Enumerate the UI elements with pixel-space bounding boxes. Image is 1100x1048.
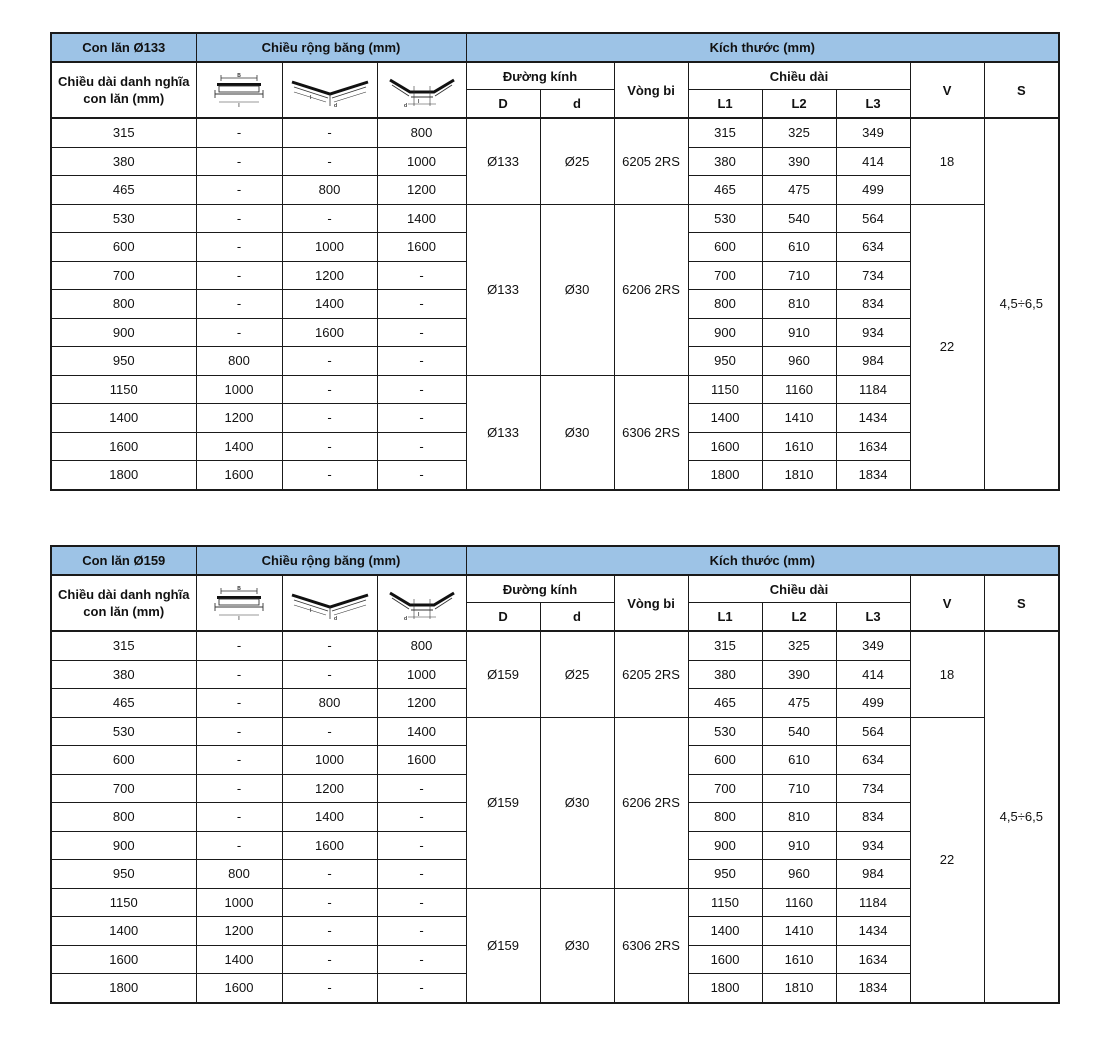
v-width-cell: - [282, 660, 377, 689]
nominal-length-cell: 465 [51, 176, 196, 205]
v-width-cell: - [282, 974, 377, 1003]
svg-text:l: l [417, 612, 419, 618]
trough-width-cell: 1200 [377, 176, 466, 205]
length-L3-cell: 1634 [836, 945, 910, 974]
flat-width-cell: 1400 [196, 432, 282, 461]
v-width-cell: - [282, 917, 377, 946]
length-L1-cell: 700 [688, 774, 762, 803]
trough-width-cell: - [377, 945, 466, 974]
dimensions-header: Kích thước (mm) [466, 33, 1059, 62]
col-D-header: D [466, 90, 540, 119]
flat-width-cell: - [196, 660, 282, 689]
length-L2-cell: 390 [762, 660, 836, 689]
v-width-cell: 800 [282, 689, 377, 718]
col-d-header: d [540, 90, 614, 119]
v-width-cell: - [282, 204, 377, 233]
length-L1-cell: 1400 [688, 917, 762, 946]
trough-width-cell: - [377, 917, 466, 946]
length-L1-cell: 465 [688, 176, 762, 205]
v-width-cell: - [282, 888, 377, 917]
length-L3-cell: 934 [836, 831, 910, 860]
svg-text:l: l [238, 616, 240, 621]
length-L3-cell: 414 [836, 147, 910, 176]
outer-diameter-cell: Ø159 [466, 717, 540, 888]
length-L3-cell: 734 [836, 774, 910, 803]
length-L1-cell: 700 [688, 261, 762, 290]
nominal-length-cell: 1150 [51, 375, 196, 404]
nominal-length-label-1: Chiều dài danh nghĩa [58, 74, 190, 89]
svg-text:l: l [309, 608, 311, 614]
nominal-length-cell: 380 [51, 147, 196, 176]
v-width-cell: - [282, 404, 377, 433]
flat-width-cell: 1600 [196, 974, 282, 1003]
trough-width-cell: - [377, 831, 466, 860]
trough-width-cell: - [377, 860, 466, 889]
v-width-cell: 1600 [282, 318, 377, 347]
nominal-length-header [51, 575, 196, 631]
flat-width-cell: - [196, 176, 282, 205]
table-body [51, 118, 1059, 490]
table-title: Con lăn Ø159 [51, 546, 196, 575]
flat-width-cell: - [196, 831, 282, 860]
trough-width-cell: - [377, 318, 466, 347]
flat-width-cell: 1600 [196, 461, 282, 490]
length-header: Chiều dài [688, 575, 910, 603]
flat-width-cell: 800 [196, 347, 282, 376]
length-L1-cell: 1600 [688, 945, 762, 974]
svg-text:d: d [403, 103, 407, 108]
dimensions-header: Kích thước (mm) [466, 546, 1059, 575]
length-L3-cell: 1184 [836, 375, 910, 404]
flat-width-cell: - [196, 689, 282, 718]
col-L1-header: L1 [688, 90, 762, 119]
length-L1-cell: 315 [688, 631, 762, 660]
col-d-header: d [540, 603, 614, 632]
length-L3-cell: 349 [836, 631, 910, 660]
outer-diameter-cell: Ø159 [466, 888, 540, 1003]
trough-idler-header [377, 575, 466, 631]
length-L3-cell: 1434 [836, 917, 910, 946]
s-value-cell: 4,5÷6,5 [984, 631, 1059, 1003]
trough-width-cell: - [377, 375, 466, 404]
v-value-cell: 22 [910, 204, 984, 490]
length-L2-cell: 540 [762, 717, 836, 746]
flat-idler-header [196, 575, 282, 631]
length-L3-cell: 984 [836, 347, 910, 376]
roller-spec-table-159 [50, 545, 1060, 1004]
length-L1-cell: 530 [688, 204, 762, 233]
v-value-cell: 18 [910, 118, 984, 204]
flat-width-cell: - [196, 147, 282, 176]
length-L2-cell: 910 [762, 831, 836, 860]
flat-width-cell: - [196, 290, 282, 319]
nominal-length-header [51, 62, 196, 118]
nominal-length-cell: 800 [51, 803, 196, 832]
length-L3-cell: 414 [836, 660, 910, 689]
table-row [51, 888, 1059, 917]
outer-diameter-cell: Ø133 [466, 118, 540, 204]
length-L2-cell: 1610 [762, 432, 836, 461]
length-L3-cell: 934 [836, 318, 910, 347]
v-width-cell: 800 [282, 176, 377, 205]
nominal-length-cell: 1400 [51, 404, 196, 433]
length-L2-cell: 960 [762, 860, 836, 889]
length-L3-cell: 1834 [836, 461, 910, 490]
length-L1-cell: 380 [688, 660, 762, 689]
length-L2-cell: 475 [762, 176, 836, 205]
nominal-length-cell: 315 [51, 631, 196, 660]
bearing-header: Vòng bi [614, 62, 688, 118]
outer-diameter-cell: Ø159 [466, 631, 540, 717]
svg-text:B: B [237, 586, 241, 592]
trough-width-cell: - [377, 974, 466, 1003]
table-row [51, 118, 1059, 147]
three-roll-trough-idler-icon [384, 585, 460, 621]
v-width-cell: - [282, 118, 377, 147]
trough-width-cell: 1000 [377, 147, 466, 176]
length-L1-cell: 1150 [688, 888, 762, 917]
v-width-cell: - [282, 717, 377, 746]
flat-width-cell: 1200 [196, 404, 282, 433]
nominal-length-cell: 465 [51, 689, 196, 718]
shaft-diameter-cell: Ø30 [540, 888, 614, 1003]
col-L1-header: L1 [688, 603, 762, 632]
length-L2-cell: 710 [762, 774, 836, 803]
trough-width-cell: - [377, 803, 466, 832]
nominal-length-label-2: con lăn (mm) [83, 604, 165, 619]
length-L1-cell: 465 [688, 689, 762, 718]
flat-width-cell: - [196, 233, 282, 262]
length-L3-cell: 349 [836, 118, 910, 147]
v-width-cell: - [282, 945, 377, 974]
nominal-length-cell: 900 [51, 831, 196, 860]
length-L3-cell: 634 [836, 746, 910, 775]
col-L3-header: L3 [836, 603, 910, 632]
v-width-cell: 1000 [282, 233, 377, 262]
bearing-cell: 6306 2RS [614, 888, 688, 1003]
trough-width-cell: 1600 [377, 746, 466, 775]
length-L1-cell: 315 [688, 118, 762, 147]
nominal-length-cell: 600 [51, 746, 196, 775]
trough-width-cell: 1000 [377, 660, 466, 689]
length-L3-cell: 564 [836, 204, 910, 233]
length-L1-cell: 600 [688, 233, 762, 262]
svg-text:d: d [333, 616, 337, 621]
length-L2-cell: 1610 [762, 945, 836, 974]
flat-width-cell: - [196, 746, 282, 775]
flat-idler-icon [209, 72, 269, 108]
v-width-cell: - [282, 375, 377, 404]
nominal-length-label-2: con lăn (mm) [83, 91, 165, 106]
v-width-cell: 1400 [282, 290, 377, 319]
table-row [51, 375, 1059, 404]
two-roll-v-idler-icon [288, 585, 372, 621]
table-row [51, 204, 1059, 233]
length-L1-cell: 800 [688, 803, 762, 832]
length-L3-cell: 499 [836, 689, 910, 718]
s-header: S [984, 575, 1059, 631]
nominal-length-cell: 1600 [51, 945, 196, 974]
svg-text:l: l [417, 99, 419, 105]
bearing-header: Vòng bi [614, 575, 688, 631]
length-L1-cell: 950 [688, 347, 762, 376]
nominal-length-cell: 380 [51, 660, 196, 689]
v-width-cell: 1000 [282, 746, 377, 775]
nominal-length-cell: 1800 [51, 974, 196, 1003]
nominal-length-cell: 600 [51, 233, 196, 262]
nominal-length-cell: 800 [51, 290, 196, 319]
v-width-cell: - [282, 860, 377, 889]
v-width-cell: - [282, 147, 377, 176]
length-L2-cell: 1810 [762, 461, 836, 490]
v-header: V [910, 62, 984, 118]
v-width-cell: - [282, 432, 377, 461]
length-L2-cell: 540 [762, 204, 836, 233]
length-L2-cell: 390 [762, 147, 836, 176]
belt-width-header: Chiều rộng băng (mm) [196, 546, 466, 575]
nominal-length-cell: 1400 [51, 917, 196, 946]
trough-width-cell: 1400 [377, 204, 466, 233]
nominal-length-cell: 950 [51, 347, 196, 376]
length-L1-cell: 600 [688, 746, 762, 775]
diameter-header: Đường kính [466, 575, 614, 603]
shaft-diameter-cell: Ø25 [540, 118, 614, 204]
v-width-cell: - [282, 347, 377, 376]
flat-width-cell: - [196, 803, 282, 832]
length-L1-cell: 1400 [688, 404, 762, 433]
length-L3-cell: 634 [836, 233, 910, 262]
length-L1-cell: 1600 [688, 432, 762, 461]
col-L2-header: L2 [762, 90, 836, 119]
trough-width-cell: - [377, 404, 466, 433]
trough-width-cell: - [377, 774, 466, 803]
nominal-length-cell: 530 [51, 204, 196, 233]
length-L2-cell: 475 [762, 689, 836, 718]
length-L1-cell: 530 [688, 717, 762, 746]
length-L3-cell: 1434 [836, 404, 910, 433]
flat-width-cell: - [196, 261, 282, 290]
trough-width-cell: - [377, 461, 466, 490]
length-L3-cell: 734 [836, 261, 910, 290]
belt-width-header: Chiều rộng băng (mm) [196, 33, 466, 62]
svg-text:l: l [309, 95, 311, 101]
bearing-cell: 6306 2RS [614, 375, 688, 490]
nominal-length-cell: 530 [51, 717, 196, 746]
trough-width-cell: 800 [377, 118, 466, 147]
length-L2-cell: 325 [762, 118, 836, 147]
svg-text:l: l [238, 103, 240, 108]
shaft-diameter-cell: Ø30 [540, 204, 614, 375]
v-width-cell: - [282, 631, 377, 660]
length-L2-cell: 1410 [762, 917, 836, 946]
length-L3-cell: 1184 [836, 888, 910, 917]
length-L2-cell: 1810 [762, 974, 836, 1003]
shaft-diameter-cell: Ø30 [540, 375, 614, 490]
length-L2-cell: 810 [762, 803, 836, 832]
length-L3-cell: 834 [836, 803, 910, 832]
nominal-length-label-1: Chiều dài danh nghĩa [58, 587, 190, 602]
v-width-cell: 1400 [282, 803, 377, 832]
length-L2-cell: 1410 [762, 404, 836, 433]
flat-idler-header [196, 62, 282, 118]
trough-width-cell: - [377, 888, 466, 917]
v-idler-header [282, 575, 377, 631]
nominal-length-cell: 700 [51, 774, 196, 803]
flat-width-cell: - [196, 774, 282, 803]
flat-width-cell: - [196, 631, 282, 660]
nominal-length-cell: 1800 [51, 461, 196, 490]
table-row [51, 631, 1059, 660]
length-header: Chiều dài [688, 62, 910, 90]
trough-width-cell: - [377, 347, 466, 376]
length-L2-cell: 610 [762, 746, 836, 775]
v-header: V [910, 575, 984, 631]
flat-idler-icon [209, 585, 269, 621]
trough-width-cell: 800 [377, 631, 466, 660]
trough-width-cell: - [377, 290, 466, 319]
length-L3-cell: 564 [836, 717, 910, 746]
roller-spec-table-133 [50, 32, 1060, 491]
flat-width-cell: - [196, 204, 282, 233]
length-L1-cell: 1150 [688, 375, 762, 404]
col-D-header: D [466, 603, 540, 632]
v-value-cell: 22 [910, 717, 984, 1003]
trough-idler-header [377, 62, 466, 118]
outer-diameter-cell: Ø133 [466, 375, 540, 490]
length-L3-cell: 984 [836, 860, 910, 889]
length-L2-cell: 1160 [762, 888, 836, 917]
length-L1-cell: 900 [688, 831, 762, 860]
bearing-cell: 6206 2RS [614, 204, 688, 375]
shaft-diameter-cell: Ø25 [540, 631, 614, 717]
bearing-cell: 6206 2RS [614, 717, 688, 888]
s-value-cell: 4,5÷6,5 [984, 118, 1059, 490]
length-L2-cell: 710 [762, 261, 836, 290]
diameter-header: Đường kính [466, 62, 614, 90]
length-L3-cell: 1634 [836, 432, 910, 461]
svg-text:d: d [333, 103, 337, 108]
bearing-cell: 6205 2RS [614, 118, 688, 204]
table-title: Con lăn Ø133 [51, 33, 196, 62]
s-header: S [984, 62, 1059, 118]
nominal-length-cell: 1150 [51, 888, 196, 917]
length-L1-cell: 1800 [688, 461, 762, 490]
flat-width-cell: 1400 [196, 945, 282, 974]
v-width-cell: - [282, 461, 377, 490]
trough-width-cell: - [377, 261, 466, 290]
length-L2-cell: 1160 [762, 375, 836, 404]
v-value-cell: 18 [910, 631, 984, 717]
length-L1-cell: 380 [688, 147, 762, 176]
trough-width-cell: - [377, 432, 466, 461]
flat-width-cell: 1200 [196, 917, 282, 946]
length-L2-cell: 810 [762, 290, 836, 319]
length-L2-cell: 610 [762, 233, 836, 262]
flat-width-cell: 1000 [196, 888, 282, 917]
outer-diameter-cell: Ø133 [466, 204, 540, 375]
table-body [51, 631, 1059, 1003]
flat-width-cell: - [196, 118, 282, 147]
col-L3-header: L3 [836, 90, 910, 119]
nominal-length-cell: 950 [51, 860, 196, 889]
flat-width-cell: - [196, 717, 282, 746]
length-L3-cell: 1834 [836, 974, 910, 1003]
flat-width-cell: 1000 [196, 375, 282, 404]
length-L1-cell: 800 [688, 290, 762, 319]
trough-width-cell: 1400 [377, 717, 466, 746]
length-L2-cell: 910 [762, 318, 836, 347]
v-width-cell: 1200 [282, 774, 377, 803]
length-L1-cell: 900 [688, 318, 762, 347]
two-roll-v-idler-icon [288, 72, 372, 108]
trough-width-cell: 1200 [377, 689, 466, 718]
bearing-cell: 6205 2RS [614, 631, 688, 717]
v-width-cell: 1600 [282, 831, 377, 860]
flat-width-cell: - [196, 318, 282, 347]
three-roll-trough-idler-icon [384, 72, 460, 108]
trough-width-cell: 1600 [377, 233, 466, 262]
length-L3-cell: 499 [836, 176, 910, 205]
length-L1-cell: 1800 [688, 974, 762, 1003]
svg-text:d: d [403, 616, 407, 621]
length-L3-cell: 834 [836, 290, 910, 319]
length-L2-cell: 960 [762, 347, 836, 376]
nominal-length-cell: 315 [51, 118, 196, 147]
length-L2-cell: 325 [762, 631, 836, 660]
shaft-diameter-cell: Ø30 [540, 717, 614, 888]
length-L1-cell: 950 [688, 860, 762, 889]
col-L2-header: L2 [762, 603, 836, 632]
flat-width-cell: 800 [196, 860, 282, 889]
v-idler-header [282, 62, 377, 118]
nominal-length-cell: 1600 [51, 432, 196, 461]
table-row [51, 717, 1059, 746]
nominal-length-cell: 700 [51, 261, 196, 290]
svg-text:B: B [237, 73, 241, 79]
v-width-cell: 1200 [282, 261, 377, 290]
nominal-length-cell: 900 [51, 318, 196, 347]
